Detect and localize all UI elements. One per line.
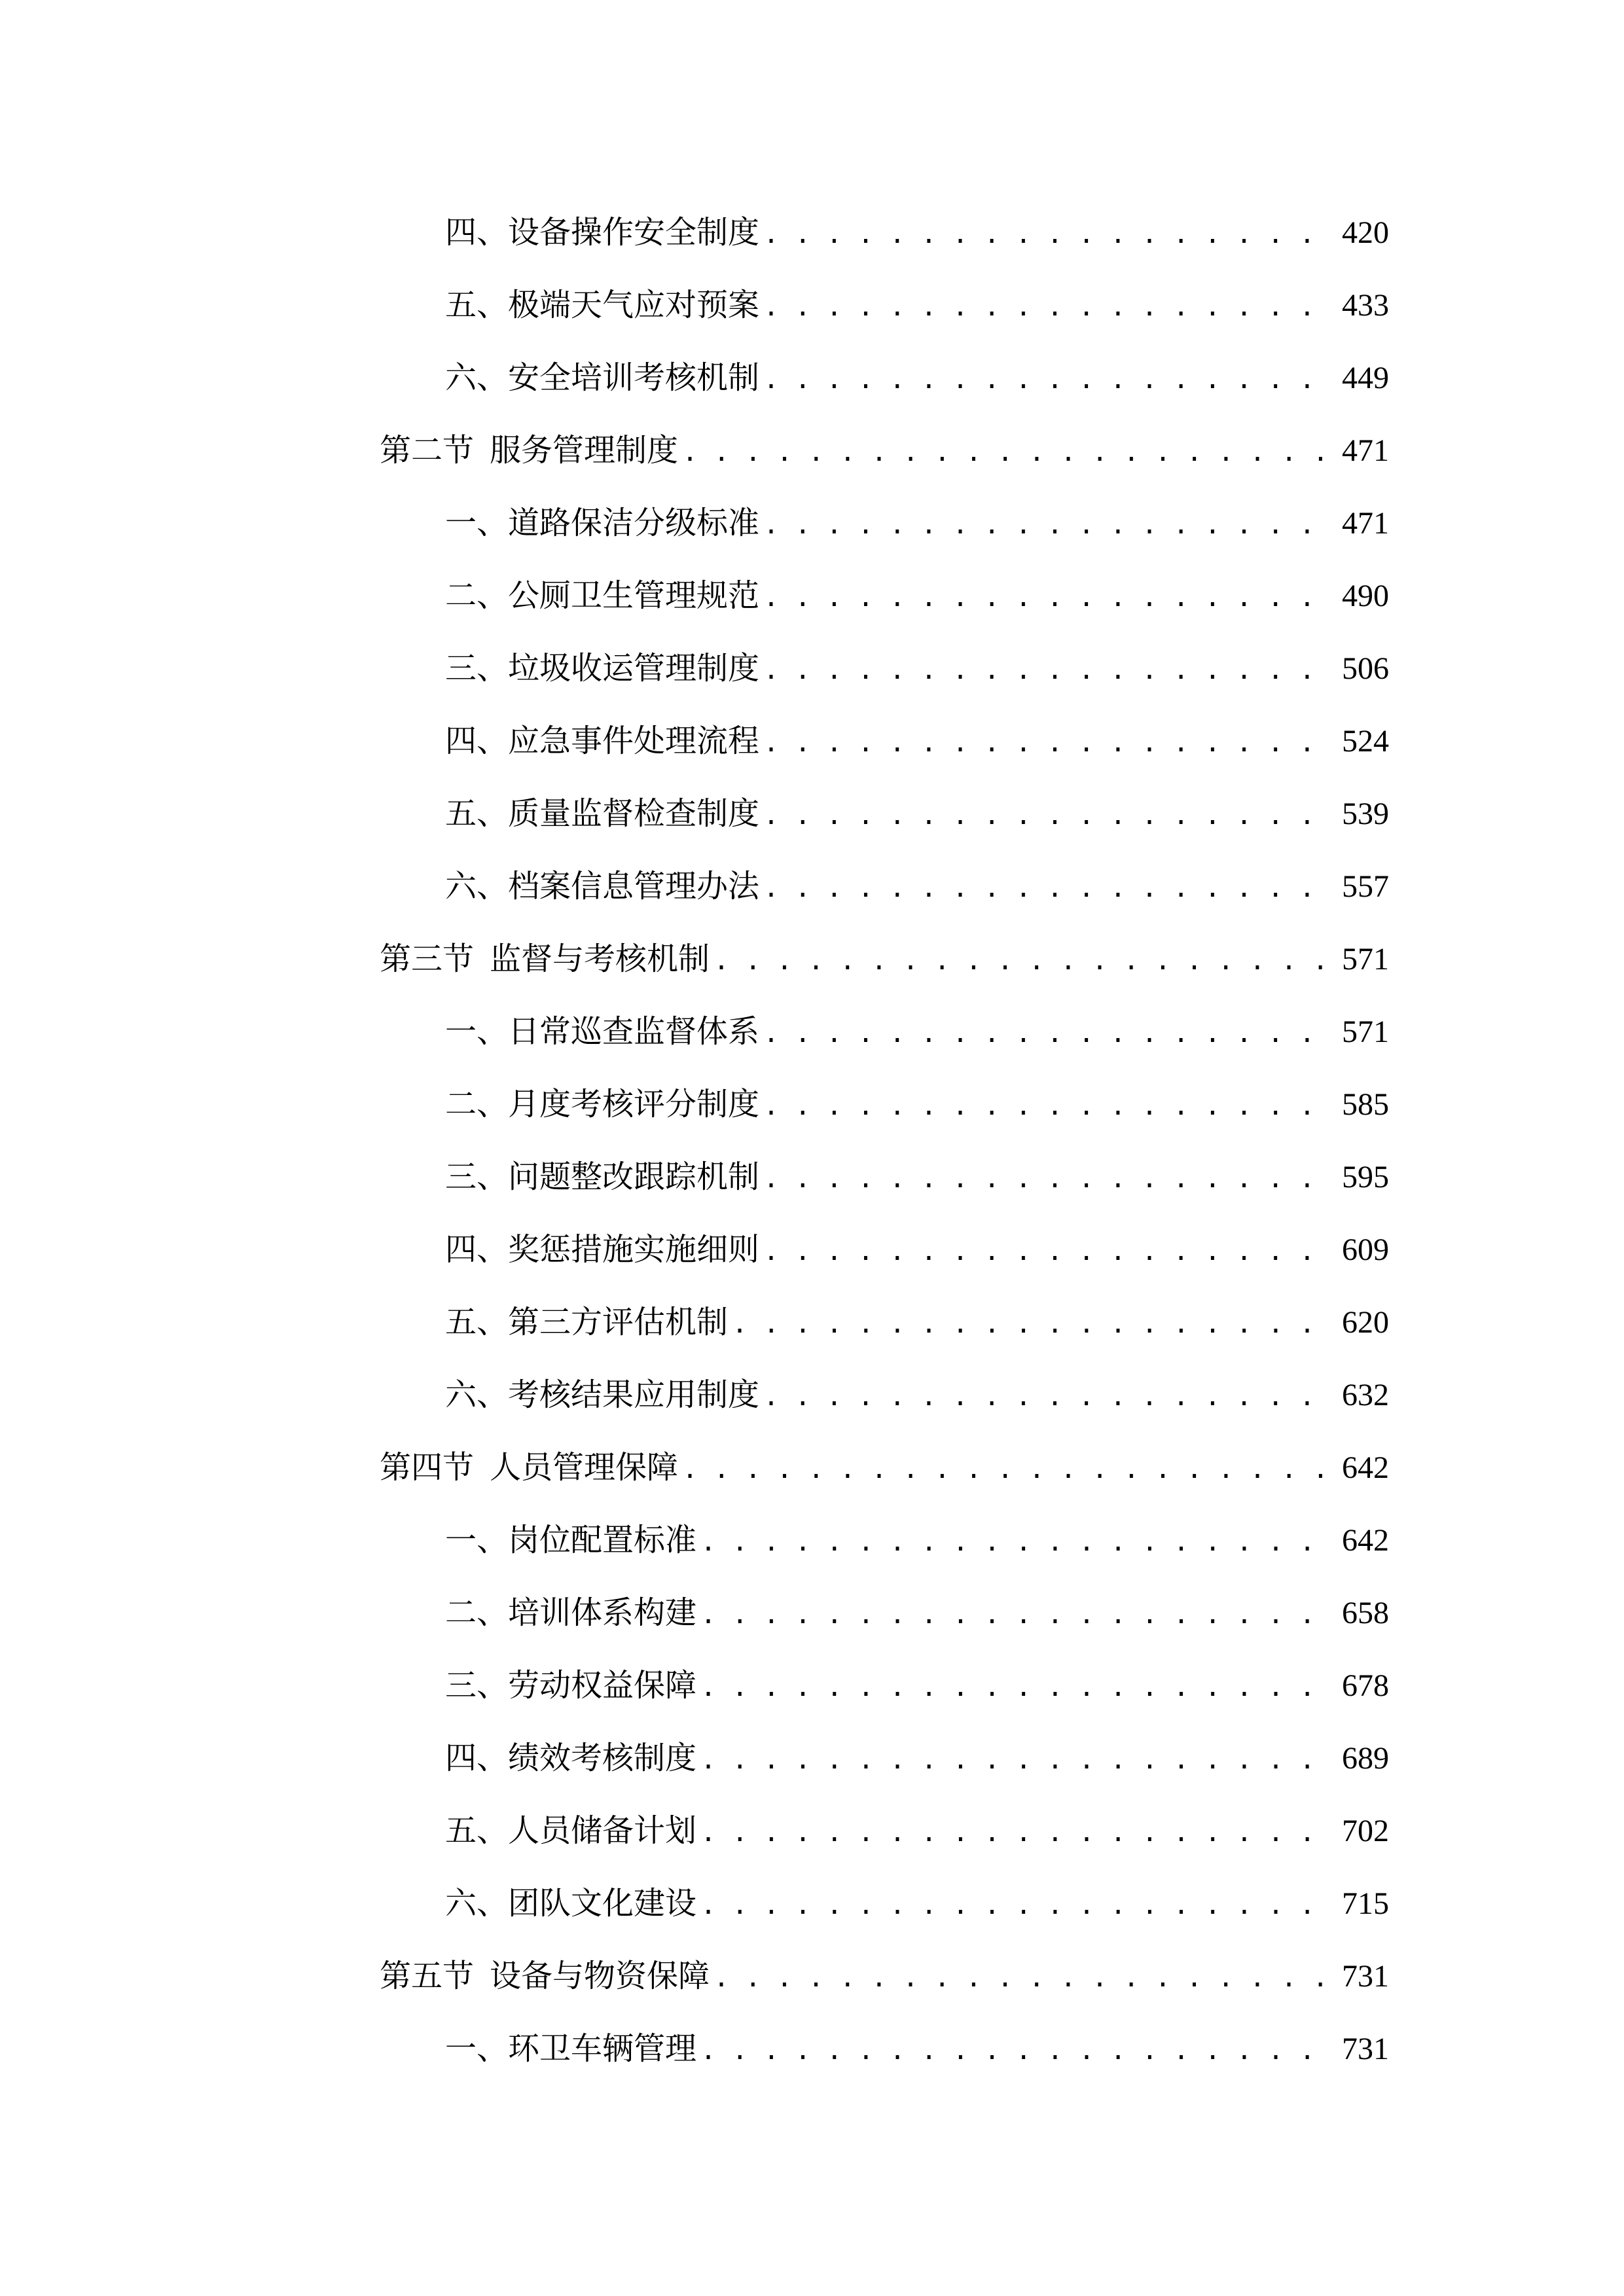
toc-entry[interactable]: [380, 996, 1389, 1068]
toc-entry[interactable]: [380, 778, 1389, 850]
section-title: 服务管理制度: [490, 432, 679, 469]
section-number: 第四节: [380, 1449, 475, 1486]
dot-leader: [763, 707, 1325, 780]
entry-number: 三、: [445, 1158, 509, 1195]
dot-leader: [713, 1942, 1325, 2015]
dot-leader: [763, 198, 1325, 271]
dot-leader: [700, 1651, 1325, 1724]
dot-leader: [700, 1869, 1325, 1942]
page-number: 609: [1342, 1232, 1389, 1267]
page-number: 420: [1342, 215, 1389, 250]
page-number: 506: [1342, 651, 1389, 686]
page-number: 557: [1342, 869, 1389, 904]
toc-entry[interactable]: [380, 850, 1389, 923]
entry-number: 五、: [445, 287, 509, 323]
toc-entry[interactable]: [380, 2013, 1389, 2085]
entry-number: 一、: [445, 1522, 509, 1558]
dot-leader: [763, 271, 1325, 344]
toc-entry[interactable]: [380, 705, 1389, 778]
page-number: 585: [1342, 1087, 1389, 1122]
entry-number: 三、: [445, 650, 509, 687]
entry-title: 质量监督检查制度: [508, 795, 760, 832]
page-number: 642: [1342, 1450, 1389, 1485]
entry-title: 档案信息管理办法: [508, 868, 760, 905]
page-number: 571: [1342, 1014, 1389, 1049]
page-number: 539: [1342, 797, 1389, 831]
entry-title: 设备操作安全制度: [508, 214, 760, 251]
toc-entry[interactable]: [380, 632, 1389, 705]
page-number: 449: [1342, 361, 1389, 395]
entry-title: 团队文化建设: [508, 1885, 697, 1922]
entry-number: 一、: [445, 505, 509, 541]
entry-title: 道路保洁分级标准: [508, 505, 760, 541]
entry-title: 岗位配置标准: [508, 1522, 697, 1558]
entry-title: 第三方评估机制: [508, 1304, 729, 1340]
page-number: 620: [1342, 1305, 1389, 1340]
toc-entry[interactable]: [380, 1577, 1389, 1649]
entry-title: 考核结果应用制度: [508, 1376, 760, 1413]
entry-number: 四、: [445, 723, 509, 759]
entry-title: 人员储备计划: [508, 1812, 697, 1849]
entry-number: 六、: [445, 1376, 509, 1413]
entry-number: 四、: [445, 1740, 509, 1776]
page-number: 490: [1342, 579, 1389, 613]
page-number: 731: [1342, 2032, 1389, 2066]
dot-leader: [763, 1143, 1325, 1215]
page-number: 731: [1342, 1959, 1389, 1994]
entry-number: 五、: [445, 795, 509, 832]
dot-leader: [763, 634, 1325, 707]
dot-leader: [700, 1724, 1325, 1797]
toc-entry[interactable]: [380, 1141, 1389, 1213]
dot-leader: [763, 1070, 1325, 1143]
entry-number: 六、: [445, 359, 509, 396]
entry-title: 日常巡查监督体系: [508, 1013, 760, 1050]
entry-number: 六、: [445, 1885, 509, 1922]
entry-title: 奖惩措施实施细则: [508, 1231, 760, 1268]
section-title: 人员管理保障: [490, 1449, 679, 1486]
entry-title: 培训体系构建: [508, 1594, 697, 1631]
dot-leader: [763, 344, 1325, 416]
entry-number: 一、: [445, 1013, 509, 1050]
dot-leader: [682, 416, 1325, 489]
toc-entry[interactable]: [380, 196, 1389, 269]
entry-title: 应急事件处理流程: [508, 723, 760, 759]
entry-title: 垃圾收运管理制度: [508, 650, 760, 687]
section-number: 第三节: [380, 941, 475, 977]
entry-title: 劳动权益保障: [508, 1667, 697, 1704]
toc-entry[interactable]: [380, 1867, 1389, 1940]
toc-section-entry[interactable]: [380, 923, 1389, 996]
dot-leader: [700, 2015, 1325, 2087]
dot-leader: [763, 1361, 1325, 1433]
toc-entry[interactable]: [380, 1722, 1389, 1795]
dot-leader: [763, 489, 1325, 562]
dot-leader: [732, 1288, 1325, 1361]
entry-title: 极端天气应对预案: [508, 287, 760, 323]
entry-number: 四、: [445, 214, 509, 251]
dot-leader: [700, 1797, 1325, 1869]
entry-title: 公厕卫生管理规范: [508, 577, 760, 614]
toc-entry[interactable]: [380, 269, 1389, 342]
page-number: 595: [1342, 1160, 1389, 1194]
page-number: 632: [1342, 1378, 1389, 1412]
entry-title: 安全培训考核机制: [508, 359, 760, 396]
entry-number: 二、: [445, 1594, 509, 1631]
entry-number: 五、: [445, 1812, 509, 1849]
entry-number: 六、: [445, 868, 509, 905]
entry-number: 四、: [445, 1231, 509, 1268]
page-number: 689: [1342, 1741, 1389, 1776]
section-title: 监督与考核机制: [490, 941, 710, 977]
section-number: 第五节: [380, 1958, 475, 1994]
toc-section-entry[interactable]: [380, 1940, 1389, 2013]
toc-entry[interactable]: [380, 560, 1389, 632]
toc-entry[interactable]: [380, 1359, 1389, 1431]
page-number: 471: [1342, 506, 1389, 541]
entry-title: 问题整改跟踪机制: [508, 1158, 760, 1195]
dot-leader: [763, 1215, 1325, 1288]
dot-leader: [700, 1506, 1325, 1579]
page-number: 433: [1342, 288, 1389, 323]
page-number: 524: [1342, 724, 1389, 759]
toc-entry[interactable]: [380, 1213, 1389, 1286]
toc-entry[interactable]: [380, 1068, 1389, 1141]
entry-number: 三、: [445, 1667, 509, 1704]
toc-entry[interactable]: [380, 487, 1389, 560]
toc-entry[interactable]: [380, 342, 1389, 414]
page-number: 571: [1342, 942, 1389, 977]
dot-leader: [763, 562, 1325, 634]
entry-number: 五、: [445, 1304, 509, 1340]
page-number: 715: [1342, 1886, 1389, 1921]
page-number: 642: [1342, 1523, 1389, 1558]
table-of-contents: [380, 196, 1389, 2085]
toc-section-entry[interactable]: [380, 1431, 1389, 1504]
section-title: 设备与物资保障: [490, 1958, 710, 1994]
dot-leader: [700, 1579, 1325, 1651]
page-number: 471: [1342, 433, 1389, 468]
entry-title: 环卫车辆管理: [508, 2030, 697, 2067]
dot-leader: [763, 852, 1325, 925]
dot-leader: [763, 997, 1325, 1070]
entry-number: 二、: [445, 1086, 509, 1122]
toc-entry[interactable]: [380, 1649, 1389, 1722]
page-number: 702: [1342, 1814, 1389, 1848]
dot-leader: [682, 1433, 1325, 1506]
toc-entry[interactable]: [380, 1795, 1389, 1867]
entry-title: 月度考核评分制度: [508, 1086, 760, 1122]
section-number: 第二节: [380, 432, 475, 469]
page-number: 658: [1342, 1596, 1389, 1630]
page-number: 678: [1342, 1668, 1389, 1703]
toc-entry[interactable]: [380, 1286, 1389, 1359]
entry-number: 二、: [445, 577, 509, 614]
entry-number: 一、: [445, 2030, 509, 2067]
toc-section-entry[interactable]: [380, 414, 1389, 487]
entry-title: 绩效考核制度: [508, 1740, 697, 1776]
dot-leader: [713, 925, 1325, 997]
toc-entry[interactable]: [380, 1504, 1389, 1577]
dot-leader: [763, 780, 1325, 852]
